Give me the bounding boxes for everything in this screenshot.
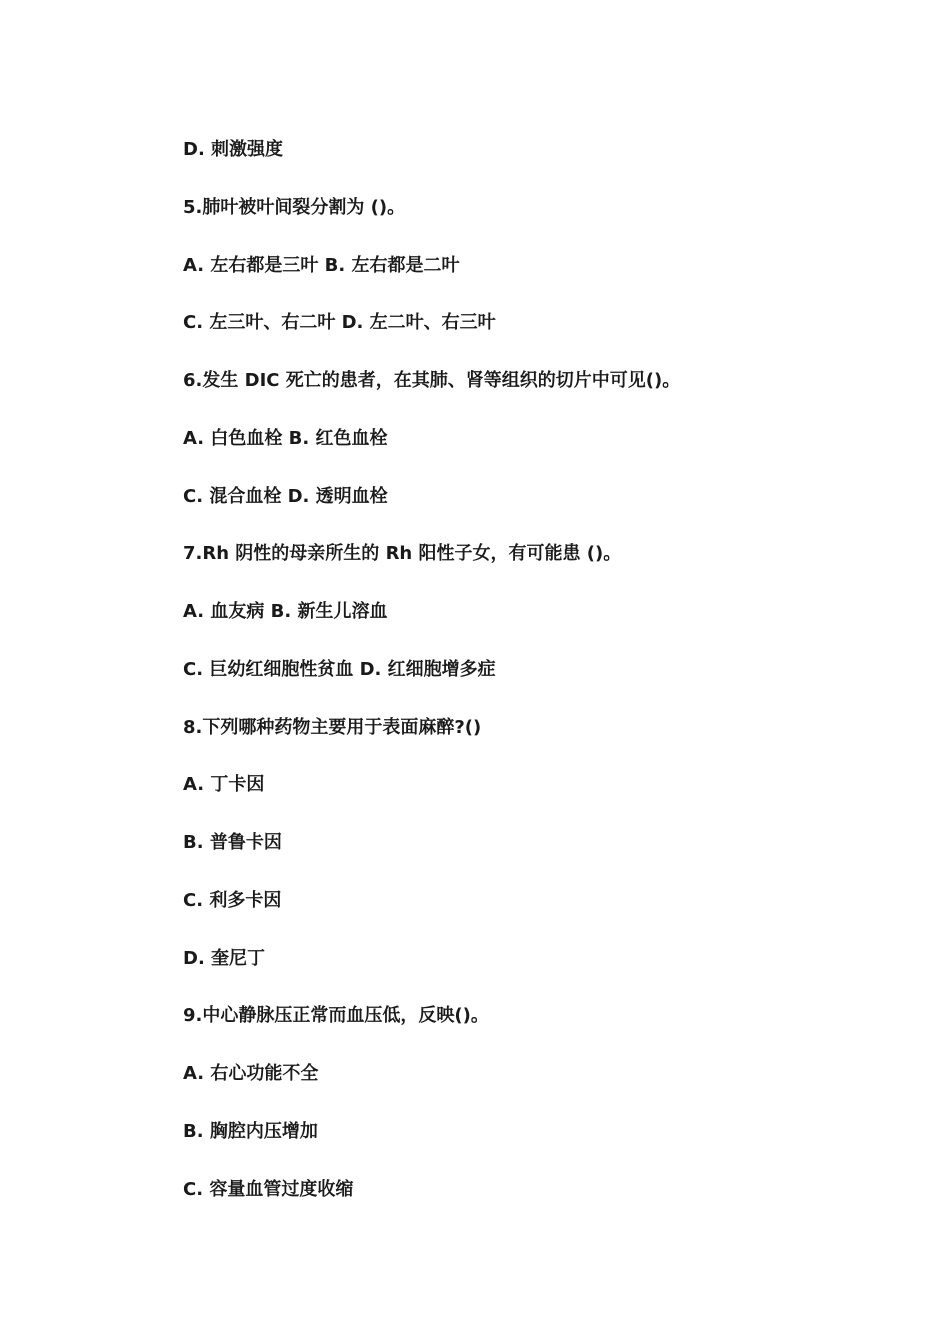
- option-line: A. 左右都是三叶 B. 左右都是二叶: [183, 254, 460, 276]
- option-line: A. 白色血栓 B. 红色血栓: [183, 427, 388, 449]
- option-line: B. 胸腔内压增加: [183, 1120, 318, 1142]
- option-line: D. 奎尼丁: [183, 947, 266, 969]
- question-stem: 6.发生 DIC 死亡的患者，在其肺、肾等组织的切片中可见()。: [183, 370, 681, 391]
- option-line: C. 容量血管过度收缩: [183, 1178, 354, 1200]
- question-stem: 9.中心静脉压正常而血压低，反映()。: [183, 1005, 489, 1027]
- option-line: C. 巨幼红细胞性贫血 D. 红细胞增多症: [183, 658, 496, 680]
- option-line: D. 刺激强度: [183, 139, 284, 160]
- question-stem: 5.肺叶被叶间裂分割为 ()。: [183, 196, 406, 218]
- option-line: C. 利多卡因: [183, 889, 282, 911]
- question-stem: 8.下列哪种药物主要用于表面麻醉?(): [183, 716, 482, 738]
- option-line: C. 左三叶、右二叶 D. 左二叶、右三叶: [183, 312, 496, 334]
- option-line: A. 丁卡因: [183, 774, 265, 796]
- option-line: C. 混合血栓 D. 透明血栓: [183, 485, 388, 507]
- question-stem: 7.Rh 阴性的母亲所生的 Rh 阳性子女，有可能患 ()。: [183, 543, 622, 565]
- question-list: [183, 136, 680, 1233]
- option-line: A. 血友病 B. 新生儿溶血: [183, 601, 388, 622]
- option-line: B. 普鲁卡因: [183, 832, 282, 853]
- option-line: A. 右心功能不全: [183, 1063, 319, 1084]
